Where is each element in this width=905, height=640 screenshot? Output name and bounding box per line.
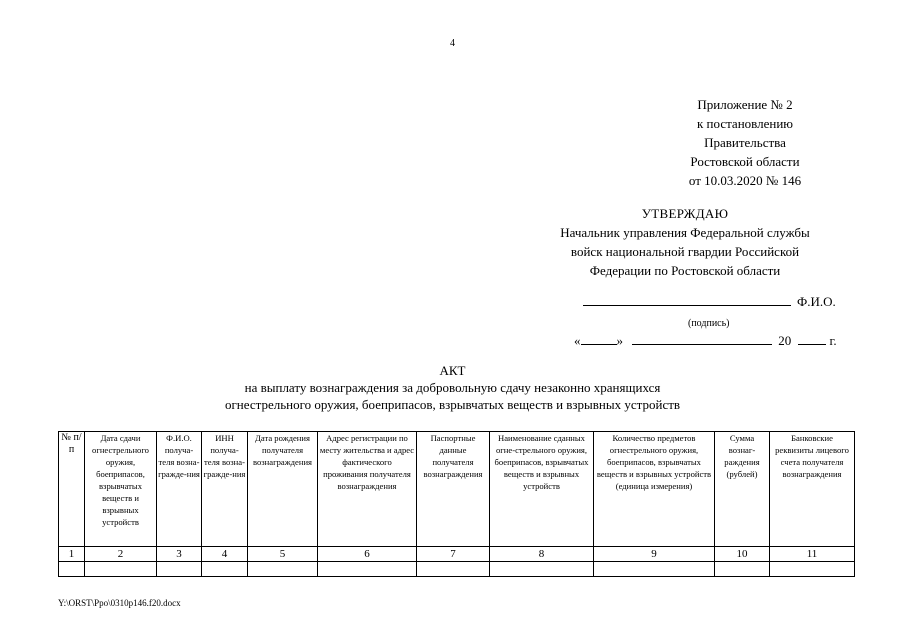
column-header: Количество предметов огнестрельного оружия, боеприпасов, взрывчатых веществ и взрывных устройств (единица измерения) <box>594 432 715 547</box>
column-header: Паспортные данные получателя вознаграждения <box>417 432 490 547</box>
table-cell <box>85 562 157 577</box>
appendix-line: Приложение № 2 <box>697 97 793 112</box>
column-header: Наименование сданных огне-стрельного оружия, боеприпасов, взрывчатых веществ и взрывных устройств <box>490 432 594 547</box>
signature-blank <box>583 293 791 306</box>
table-cell <box>417 562 490 577</box>
column-header: Дата рождения получателя вознаграждения <box>248 432 318 547</box>
signature-name-label: Ф.И.О. <box>797 294 836 309</box>
year-suffix: г. <box>829 333 837 348</box>
act-title-block <box>0 362 905 413</box>
column-number: 10 <box>715 547 770 562</box>
act-title: АКТ <box>439 363 466 378</box>
month-blank <box>632 332 772 345</box>
table-cell <box>202 562 248 577</box>
column-header: Дата сдачи огнестрельного оружия, боеприпасов, взрывчатых веществ и взрывных устройств <box>85 432 157 547</box>
table-cell <box>770 562 855 577</box>
column-header: ИНН получа-теля возна-гражде-ния <box>202 432 248 547</box>
day-blank <box>581 332 617 345</box>
table-cell <box>248 562 318 577</box>
year-prefix: 20 <box>778 333 792 348</box>
column-number: 5 <box>248 547 318 562</box>
column-header: Сумма вознаг-раждения (рублей) <box>715 432 770 547</box>
appendix-block <box>640 95 850 190</box>
column-number-row <box>59 547 855 562</box>
table-cell <box>715 562 770 577</box>
column-header: Адрес регистрации по месту жительства и адрес фактического проживания получателя вознаграждения <box>318 432 417 547</box>
appendix-line: Правительства <box>704 135 786 150</box>
column-number: 2 <box>85 547 157 562</box>
table-cell <box>490 562 594 577</box>
approval-line: Начальник управления Федеральной службы <box>560 225 810 240</box>
column-number: 4 <box>202 547 248 562</box>
appendix-line: Ростовской области <box>690 154 800 169</box>
appendix-line: от 10.03.2020 № 146 <box>688 173 802 188</box>
column-number: 6 <box>318 547 417 562</box>
signature-line <box>583 293 836 310</box>
column-number: 7 <box>417 547 490 562</box>
file-path-footer: Y:\ORST\Ppo\0310p146.f20.docx <box>58 598 181 608</box>
appendix-line: к постановлению <box>696 116 794 131</box>
column-number: 3 <box>157 547 202 562</box>
column-header: № п/п <box>59 432 85 547</box>
act-subtitle: на выплату вознаграждения за добровольную сдачу незаконно хранящихся <box>244 380 661 395</box>
date-open-quote: « <box>574 333 581 348</box>
page-number: 4 <box>450 38 455 49</box>
column-number: 8 <box>490 547 594 562</box>
award-table <box>58 431 855 577</box>
date-close-quote: » <box>616 333 623 348</box>
table-cell <box>318 562 417 577</box>
column-header: Ф.И.О. получа-теля возна-гражде-ния <box>157 432 202 547</box>
table-cell <box>157 562 202 577</box>
table-header-row <box>59 432 855 547</box>
approval-block <box>520 204 850 280</box>
act-subtitle: огнестрельного оружия, боеприпасов, взрывчатых веществ и взрывных устройств <box>224 397 681 412</box>
table-cell <box>594 562 715 577</box>
date-line <box>574 332 837 349</box>
approval-line: Федерации по Ростовской области <box>589 263 781 278</box>
year-blank <box>798 332 826 345</box>
column-header: Банковские реквизиты лицевого счета получателя вознаграждения <box>770 432 855 547</box>
column-number: 11 <box>770 547 855 562</box>
table-cell <box>59 562 85 577</box>
approval-line: войск национальной гвардии Российской <box>570 244 800 259</box>
column-number: 1 <box>59 547 85 562</box>
approval-heading: УТВЕРЖДАЮ <box>641 206 729 221</box>
table-row <box>59 562 855 577</box>
column-number: 9 <box>594 547 715 562</box>
signature-caption: (подпись) <box>688 318 730 329</box>
